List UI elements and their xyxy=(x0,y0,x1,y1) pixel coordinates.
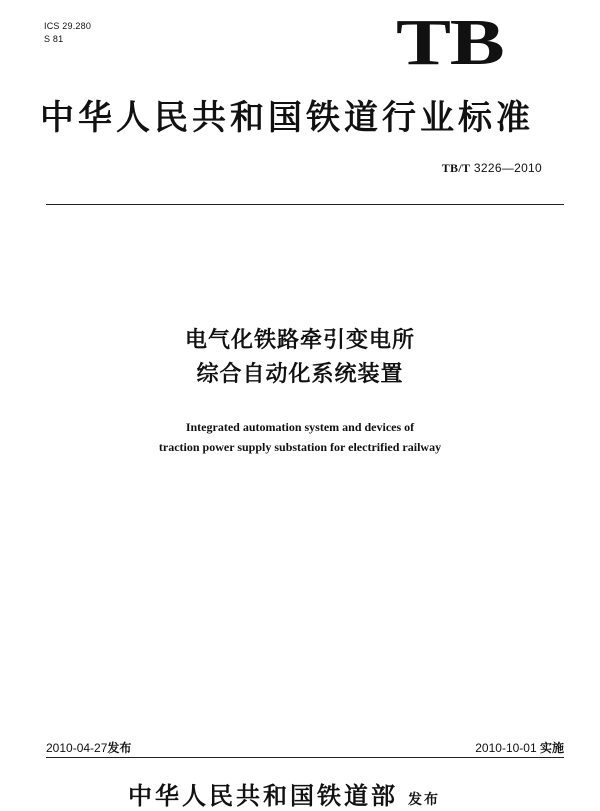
implement-verb: 实施 xyxy=(539,741,564,755)
top-divider xyxy=(46,204,564,205)
standard-code: 3226—2010 xyxy=(473,161,542,175)
bottom-divider xyxy=(46,757,564,758)
implement-date-value: 2010-10-01 xyxy=(475,741,537,755)
issue-date-value: 2010-04-27 xyxy=(46,741,108,755)
standard-number xyxy=(442,161,542,176)
en-title-line1: Integrated automation system and devices of xyxy=(185,420,415,434)
class-code: S 81 xyxy=(44,34,64,44)
classification-codes xyxy=(44,20,91,46)
cn-title-line2: 综合自动化系统装置 xyxy=(196,362,404,387)
en-title-line2: traction power supply substation for electrified railway xyxy=(158,440,442,454)
ics-code: ICS 29.280 xyxy=(44,21,92,31)
org-title: 中华人民共和国铁道行业标准 xyxy=(40,98,534,138)
implement-date xyxy=(475,739,564,756)
cn-title-line1: 电气化铁路牵引变电所 xyxy=(184,328,415,353)
publisher-verb: 发布 xyxy=(408,792,440,808)
standard-prefix: TB/T xyxy=(441,161,471,175)
publisher xyxy=(128,776,440,811)
publisher-name: 中华人民共和国铁道部 xyxy=(128,781,398,810)
tb-logo: TB xyxy=(396,6,504,79)
issue-verb: 发布 xyxy=(107,741,132,755)
issue-date xyxy=(46,739,131,756)
